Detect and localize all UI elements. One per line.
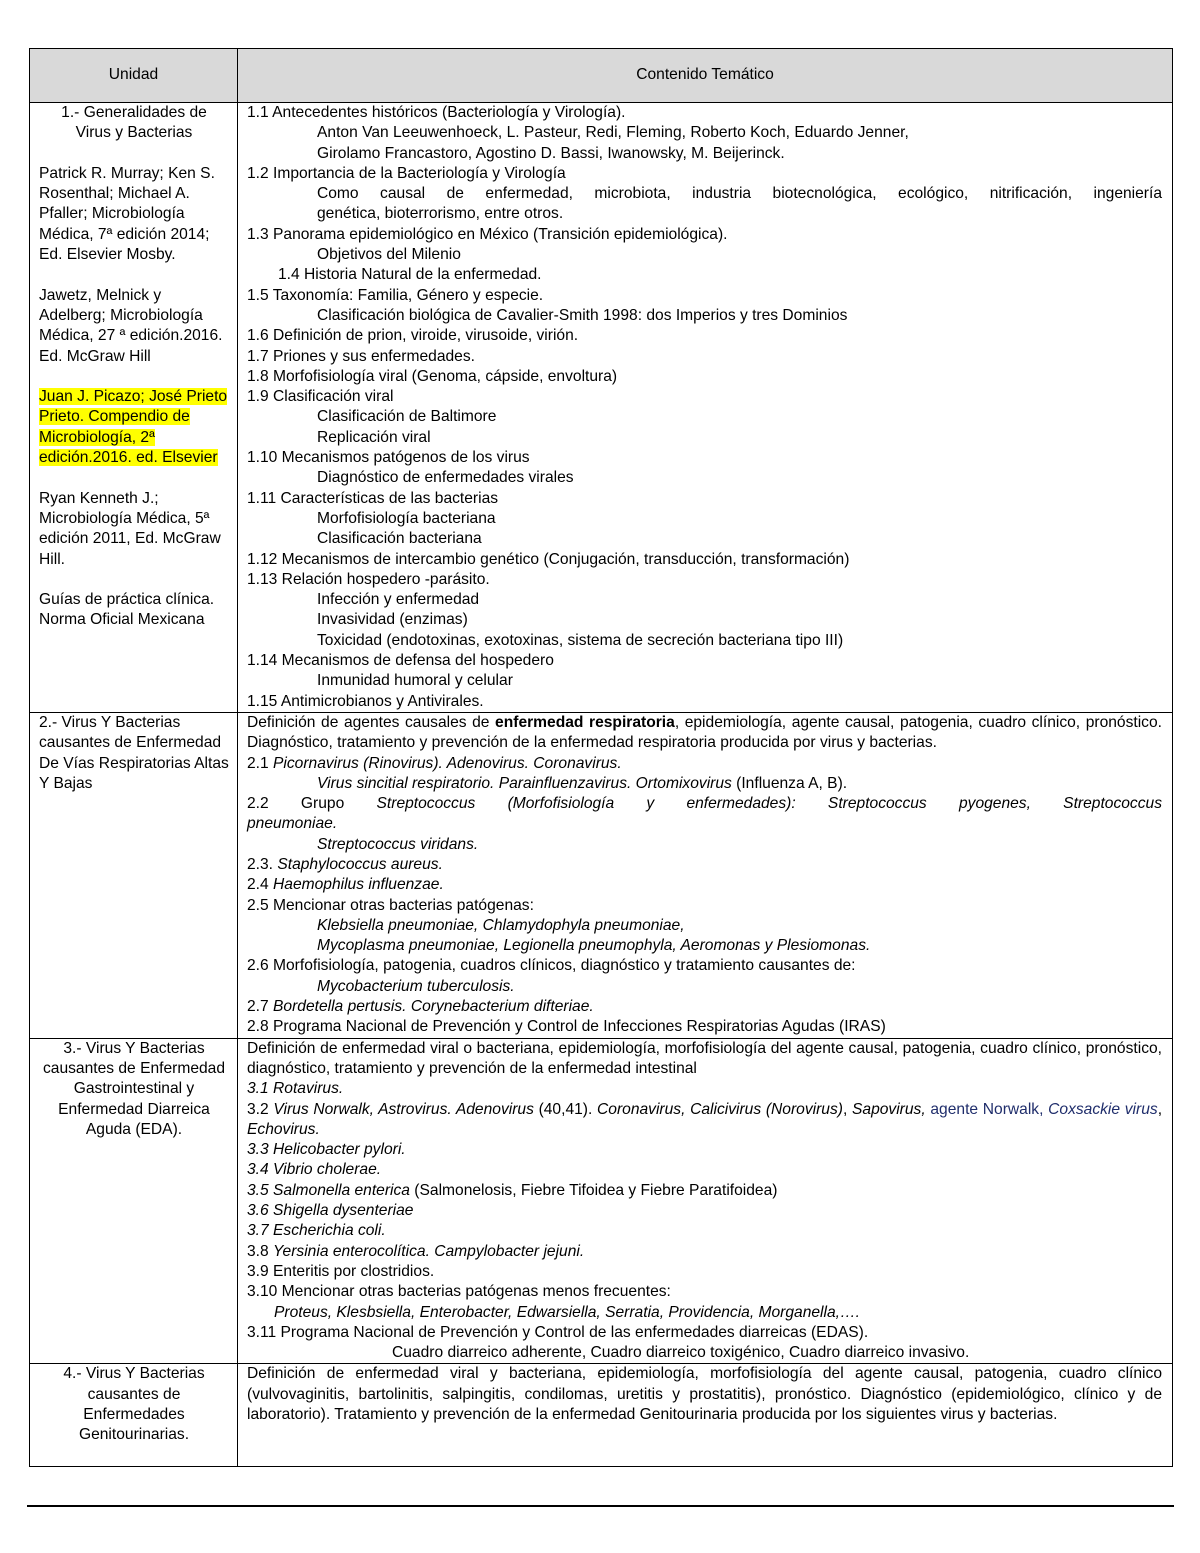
topic-subline: Diagnóstico de enfermedades virales: [317, 469, 574, 487]
topic-line: 2.6 Morfofisiología, patogenia, cuadros clínicos, diagnóstico y tratamiento causantes de:: [247, 957, 856, 975]
topic-line: 3.5 Salmonella enterica (Salmonelosis, Fiebre Tifoidea y Fiebre Paratifoidea): [247, 1181, 778, 1199]
unit-cell: [30, 103, 238, 713]
header-row: [30, 49, 1173, 103]
topic-subline: Clasificación de Baltimore: [317, 408, 497, 426]
reference-murray: Patrick R. Murray; Ken S. Rosenthal; Michael A. Pfaller; Microbiología Médica, 7ª edición 2014; Ed. Elsevier Mosby.: [39, 164, 215, 264]
topic-line: 3.11 Programa Nacional de Prevención y Control de las enfermedades diarreicas (EDAS).: [247, 1323, 869, 1341]
reference-guias: Guías de práctica clínica. Norma Oficial Mexicana: [39, 591, 215, 629]
topic-line: 3.1 Rotavirus.: [247, 1080, 344, 1098]
topic-line: 1.15 Antimicrobianos y Antivirales.: [247, 692, 484, 710]
topic-subline: Toxicidad (endotoxinas, exotoxinas, sistema de secreción bacteriana tipo III): [317, 631, 844, 649]
content-cell: [238, 103, 1173, 713]
page-bottom-rule: [27, 1505, 1174, 1507]
unit-cell: [30, 712, 238, 1038]
table-row: [30, 1364, 1173, 1467]
topic-line: 2.7 Bordetella pertusis. Corynebacterium difteriae.: [247, 998, 594, 1016]
topic-line: 1.12 Mecanismos de intercambio genético (Conjugación, transducción, transformación): [247, 550, 850, 568]
topic-subline: Infección y enfermedad: [317, 591, 480, 609]
table-row: [30, 712, 1173, 1038]
table-row: [30, 103, 1173, 713]
topic-subline: Cuadro diarreico adherente, Cuadro diarreico toxigénico, Cuadro diarreico invasivo.: [392, 1344, 970, 1362]
content-cell: [238, 1364, 1173, 1467]
header-unit: Unidad: [30, 49, 238, 103]
topic-line: 1.1 Antecedentes históricos (Bacteriología y Virología).: [247, 104, 626, 121]
topic-line: 3.8 Yersinia enterocolítica. Campylobacter jejuni.: [247, 1242, 585, 1260]
topic-subline: Girolamo Francastoro, Agostino D. Bassi, Iwanowsky, M. Beijerinck.: [317, 144, 785, 162]
topic-subline: Clasificación bacteriana: [317, 530, 482, 548]
topic-subline: Anton Van Leeuwenhoeck, L. Pasteur, Redi, Fleming, Roberto Koch, Eduardo Jenner,: [317, 124, 909, 142]
topic-line: 3.10 Mencionar otras bacterias patógenas menos frecuentes:: [247, 1283, 671, 1301]
unit-intro: Definición de enfermedad viral y bacteriana, epidemiología, morfofisiología del agente causal, patogenia, cuadro clínico (vulvovaginitis, bartolinitis, salpingitis, condilomas, uretitis y prostatitis), pronóstico. Diagnóstico (epidemiológico, clínico y de laboratorio). Tratamiento y prevención de la enfermedad Genitourinaria producida por los siguientes virus y bacterias.: [247, 1365, 1162, 1423]
topic-subline: Objetivos del Milenio: [317, 246, 461, 264]
topic-line: 1.8 Morfofisiología viral (Genoma, cápside, envoltura): [247, 367, 618, 385]
unit-cell: [30, 1364, 238, 1467]
reference-picazo: Juan J. Picazo; José Prieto Prieto. Compendio de Microbiología, 2ª edición.2016. ed. Elsevier: [39, 388, 228, 467]
topic-line: 1.3 Panorama epidemiológico en México (Transición epidemiológica).: [247, 225, 728, 243]
topic-line: 3.6 Shigella dysenteriae: [247, 1202, 414, 1220]
unit-title: 2.- Virus Y Bacterias causantes de Enfermedad De Vías Respiratorias Altas Y Bajas: [39, 713, 229, 792]
topic-subline: Replicación viral: [317, 428, 431, 446]
topic-subline: Mycobacterium tuberculosis.: [317, 977, 515, 995]
topic-subline: genética, bioterrorismo, entre otros.: [317, 205, 564, 223]
topic-line: 3.9 Enteritis por clostridios.: [247, 1262, 435, 1280]
topic-line: 3.2 Virus Norwalk, Astrovirus. Adenovirus (40,41). Coronavirus, Calicivirus (Norovirus), Sapovirus, agente Norwalk, Coxsackie virus, Echovirus.: [247, 1100, 1163, 1138]
topic-line: 1.9 Clasificación viral: [247, 388, 394, 406]
reference-jawetz: Jawetz, Melnick y Adelberg; Microbiología Médica, 27 ª edición.2016. Ed. McGraw Hill: [39, 286, 223, 365]
topic-subline: Invasividad (enzimas): [317, 611, 468, 629]
reference-ryan: Ryan Kenneth J.; Microbiología Médica, 5ª edición 2011, Ed. McGraw Hill.: [39, 489, 221, 568]
topic-line: 2.1 Picornavirus (Rinovirus). Adenovirus. Coronavirus.: [247, 754, 622, 772]
topic-subline: Como causal de enfermedad, microbiota, industria biotecnológica, ecológico, nitrificación, ingeniería: [317, 185, 1162, 203]
header-content: Contenido Temático: [238, 49, 1173, 103]
topic-subline: Klebsiella pneumoniae, Chlamydophyla pneumoniae,: [317, 916, 685, 934]
syllabus-table: [29, 48, 1173, 1467]
topic-subline: Virus sincitial respiratorio. Parainfluenzavirus. Ortomixovirus (Influenza A, B).: [317, 774, 848, 792]
topic-line: 2.5 Mencionar otras bacterias patógenas:: [247, 896, 534, 914]
topic-line: 1.2 Importancia de la Bacteriología y Virología: [247, 164, 566, 182]
content-cell: [238, 712, 1173, 1038]
topic-subline: Proteus, Klesbsiella, Enterobacter, Edwarsiella, Serratia, Providencia, Morganella,….: [274, 1303, 860, 1321]
topic-line: 3.7 Escherichia coli.: [247, 1222, 386, 1240]
topic-line: 2.4 Haemophilus influenzae.: [247, 876, 444, 894]
content-cell: [238, 1038, 1173, 1364]
topic-subline: Clasificación biológica de Cavalier-Smith 1998: dos Imperios y tres Dominios: [317, 306, 848, 324]
topic-line: 1.14 Mecanismos de defensa del hospedero: [247, 652, 554, 670]
topic-line: 1.13 Relación hospedero -parásito.: [247, 570, 490, 588]
unit-title: 1.- Generalidades de Virus y Bacterias: [61, 104, 207, 142]
topic-line: 2.2 Grupo Streptococcus (Morfofisiología y enfermedades): Streptococcus pyogenes, Streptococcus: [247, 795, 1162, 813]
topic-line: 1.10 Mecanismos patógenos de los virus: [247, 449, 530, 467]
table-row: [30, 1038, 1173, 1364]
topic-line: 2.3. Staphylococcus aureus.: [247, 855, 443, 873]
topic-line: 1.7 Priones y sus enfermedades.: [247, 347, 475, 365]
unit-cell: [30, 1038, 238, 1364]
topic-line: 3.3 Helicobacter pylori.: [247, 1141, 406, 1159]
topic-subline: Morfofisiología bacteriana: [317, 509, 496, 527]
topic-line: 1.11 Características de las bacterias: [247, 489, 499, 507]
unit-intro: Definición de agentes causales de enfermedad respiratoria, epidemiología, agente causal, patogenia, cuadro clínico, pronóstico. Diagnóstico, tratamiento y prevención de la enfermedad respiratoria producida por virus y bacterias.: [247, 713, 1162, 752]
topic-subline: Streptococcus viridans.: [317, 835, 479, 853]
unit-title: 3.- Virus Y Bacterias causantes de Enfermedad Gastrointestinal y Enfermedad Diarreica Aguda (EDA).: [42, 1039, 226, 1138]
topic-subline: Inmunidad humoral y celular: [317, 672, 513, 690]
topic-line-cont: pneumoniae.: [247, 815, 338, 833]
unit-title: 4.- Virus Y Bacterias causantes de Enfermedades Genitourinarias.: [63, 1365, 205, 1444]
topic-line: 2.8 Programa Nacional de Prevención y Control de Infecciones Respiratorias Agudas (IRAS): [247, 1018, 886, 1036]
unit-intro: Definición de enfermedad viral o bacteriana, epidemiología, morfofisiología del agente causal, patogenia, cuadro clínico, pronóstico, diagnóstico, tratamiento y prevención de la enfermedad intestinal: [247, 1039, 1162, 1077]
topic-line: 1.4 Historia Natural de la enfermedad.: [278, 266, 542, 284]
topic-line: 1.5 Taxonomía: Familia, Género y especie.: [247, 286, 544, 304]
topic-line: 3.4 Vibrio cholerae.: [247, 1161, 382, 1179]
topic-subline: Mycoplasma pneumoniae, Legionella pneumophyla, Aeromonas y Plesiomonas.: [317, 937, 871, 955]
topic-line: 1.6 Definición de prion, viroide, virusoide, virión.: [247, 327, 579, 345]
